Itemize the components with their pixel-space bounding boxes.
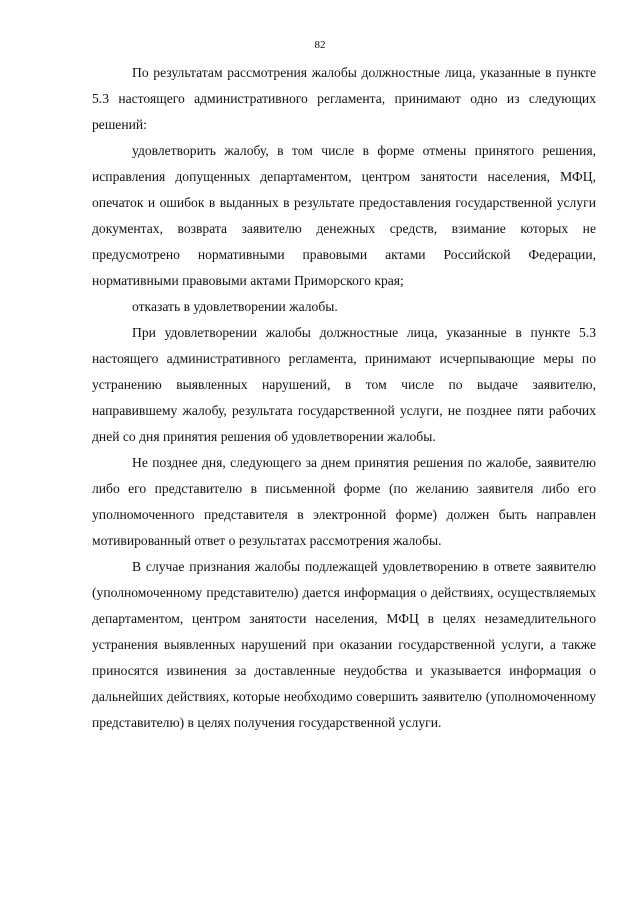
paragraph-refuse-complaint: отказать в удовлетворении жалобы. — [132, 299, 338, 314]
document-body — [92, 60, 596, 736]
paragraph-reasoned-response: Не позднее дня, следующего за днем принятия решения по жалобе, заявителю либо его представителю в письменной форме (по желанию заявителя либо его уполномоченного представителя в электронной форме) должен быть направлен мотивированный ответ о результатах рассмотрения жалобы. — [92, 455, 596, 548]
paragraph-decision-options: По результатам рассмотрения жалобы должностные лица, указанные в пункте 5.3 настоящего административного регламента, принимают одно из следующих решений: — [92, 65, 596, 132]
paragraph-response-information: В случае признания жалобы подлежащей удовлетворению в ответе заявителю (уполномоченному представителю) дается информация о действиях, осуществляемых департаментом, центром занятости населения, МФЦ в целях незамедлительного устранения выявленных нарушений при оказании государственной услуги, а также приносятся извинения за доставленные неудобства и указывается информация о дальнейших действиях, которые необходимо совершить заявителю (уполномоченному представителю) в целях получения государственной услуги. — [92, 559, 596, 730]
page-number: 82 — [314, 39, 326, 51]
paragraph-remedy-measures: При удовлетворении жалобы должностные лица, указанные в пункте 5.3 настоящего административного регламента, принимают исчерпывающие меры по устранению выявленных нарушений, в том числе по выдаче заявителю, направившему жалобу, результата государственной услуги, не позднее пяти рабочих дней со дня принятия решения об удовлетворении жалобы. — [92, 325, 596, 444]
paragraph-satisfy-complaint: удовлетворить жалобу, в том числе в форме отмены принятого решения, исправления допущенных департаментом, центром занятости населения, МФЦ, опечаток и ошибок в выданных в результате предоставления государственной услуги документах, возврата заявителю денежных средств, взимание которых не предусмотрено нормативными правовыми актами Российской Федерации, нормативными правовыми актами Приморского края; — [92, 143, 596, 288]
